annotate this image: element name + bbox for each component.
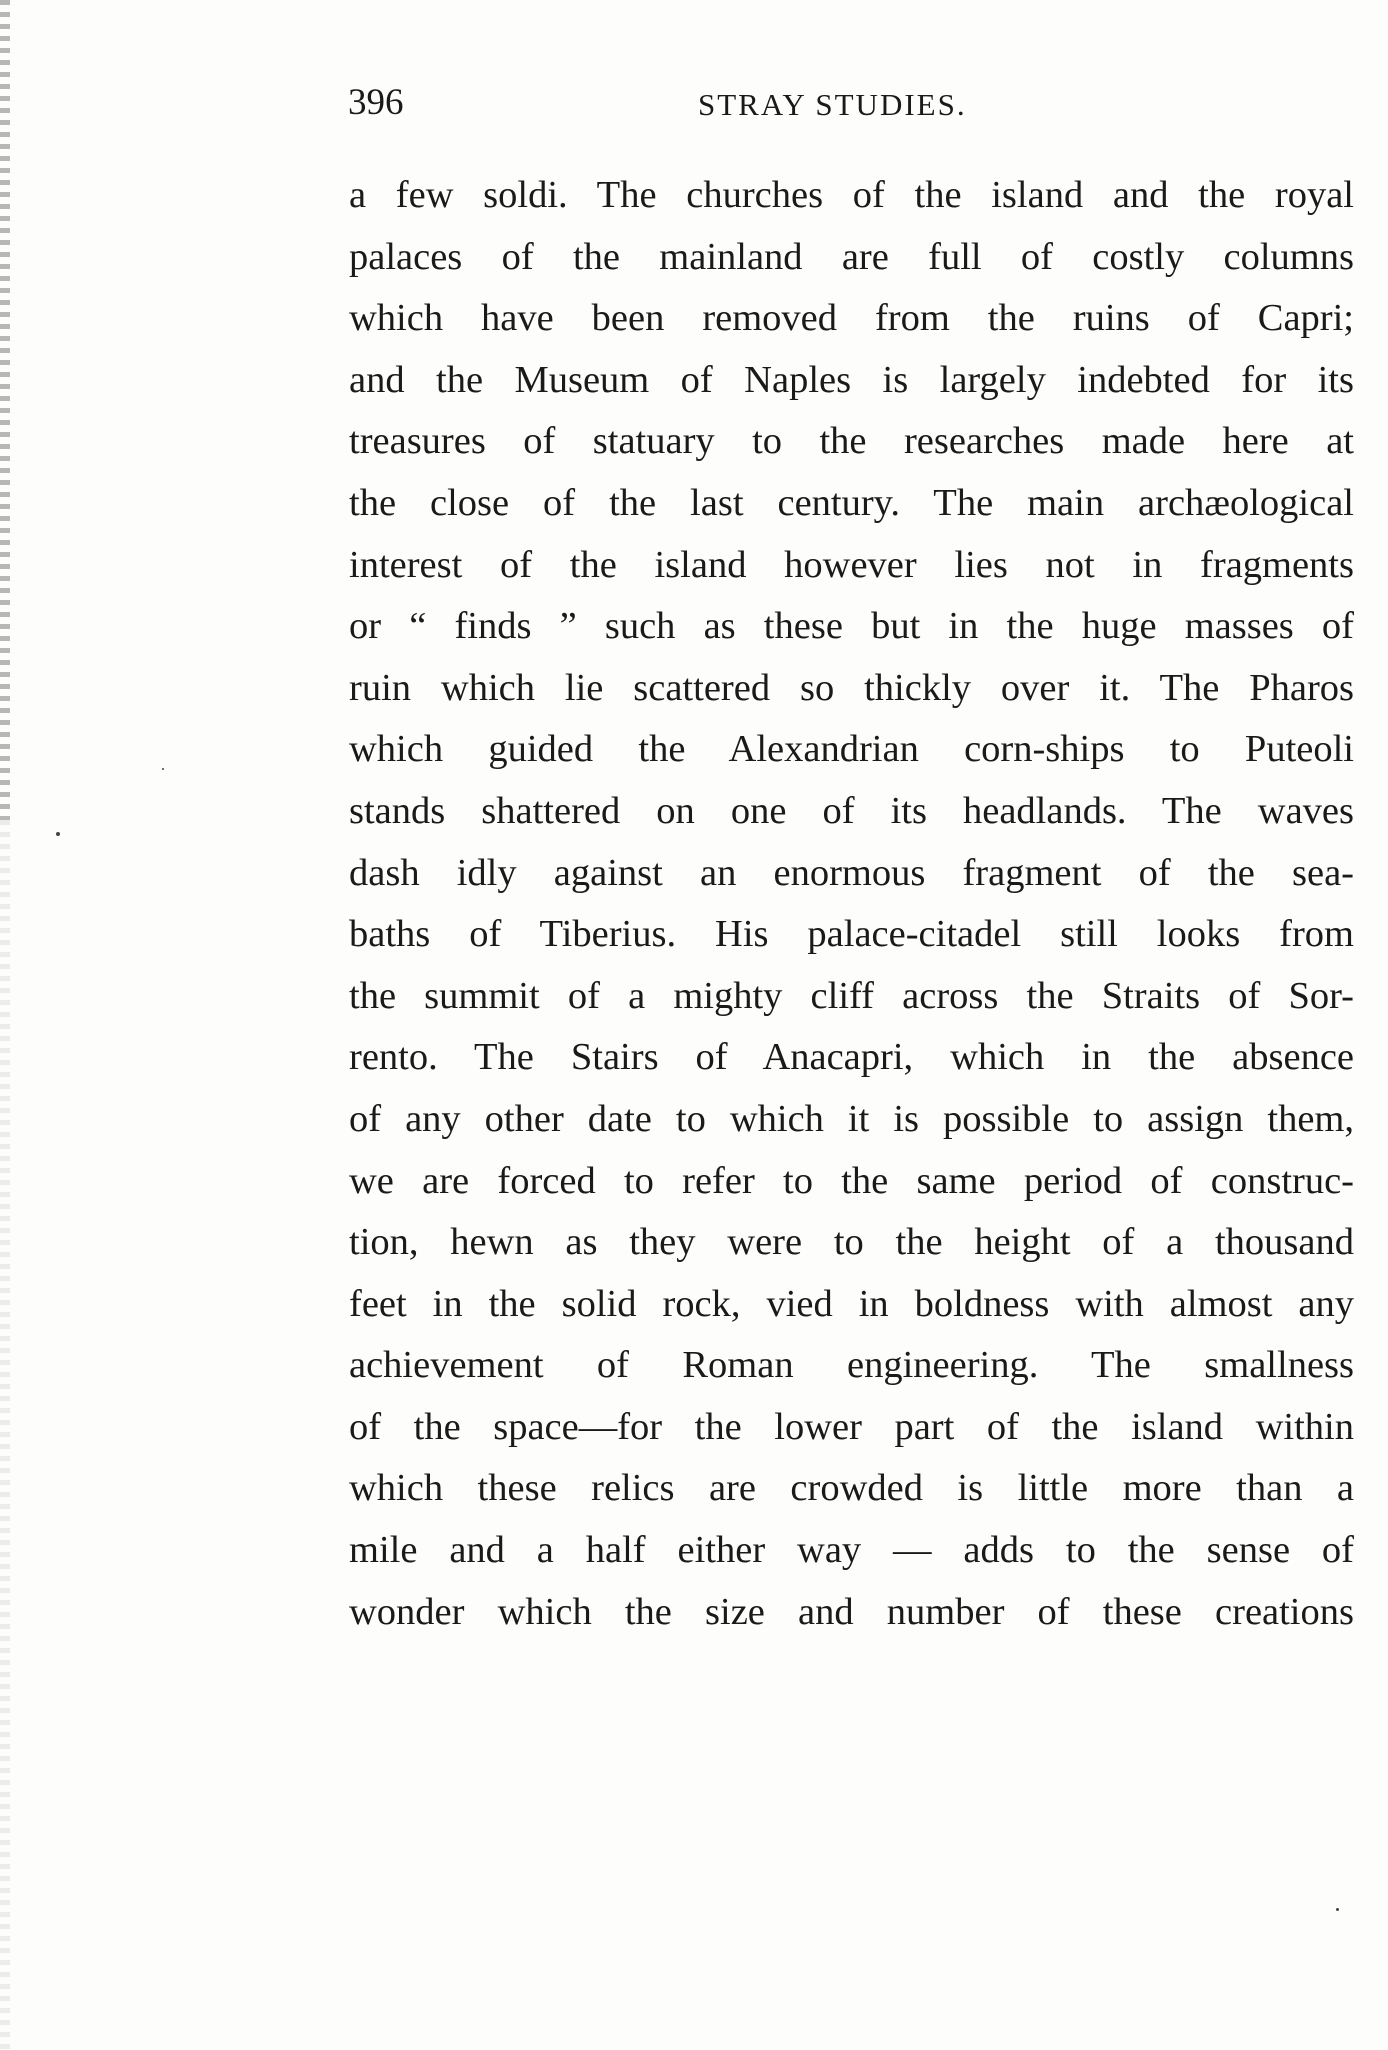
text-line: baths of Tiberius. His palace-citadel still looks from bbox=[349, 913, 1354, 956]
text-line: achievement of Roman engineering. The smallness bbox=[349, 1344, 1354, 1387]
text-line: a few soldi. The churches of the island and the royal bbox=[349, 174, 1354, 216]
text-line: which have been removed from the ruins of Capri; bbox=[349, 297, 1354, 340]
running-title: STRAY STUDIES. bbox=[698, 87, 967, 122]
page-gutter-edge bbox=[0, 0, 10, 820]
text-line: treasures of statuary to the researches made here at bbox=[349, 420, 1354, 463]
text-line: and the Museum of Naples is largely indebted for its bbox=[349, 358, 1354, 401]
text-line: wonder which the size and number of these creations bbox=[349, 1590, 1354, 1633]
text-line: we are forced to refer to the same period of construc- bbox=[349, 1159, 1354, 1202]
text-line: which guided the Alexandrian corn-ships to Puteoli bbox=[349, 728, 1354, 771]
text-line: palaces of the mainland are full of costly columns bbox=[349, 235, 1354, 278]
text-line: which these relics are crowded is little more than a bbox=[349, 1467, 1354, 1510]
text-line: dash idly against an enormous fragment of the sea- bbox=[349, 851, 1354, 894]
text-line: rento. The Stairs of Anacapri, which in the absence bbox=[349, 1036, 1354, 1079]
text-line: the close of the last century. The main archæological bbox=[349, 481, 1354, 524]
text-line: feet in the solid rock, vied in boldness with almost any bbox=[349, 1282, 1354, 1325]
text-line: or “ finds ” such as these but in the huge masses of bbox=[349, 605, 1354, 648]
paper-speck bbox=[56, 832, 60, 836]
body-text bbox=[349, 165, 1354, 1643]
running-head bbox=[348, 78, 1358, 128]
text-line: mile and a half either way — adds to the sense of bbox=[349, 1529, 1354, 1572]
page-gutter-edge-lower bbox=[0, 820, 10, 2050]
text-line: of any other date to which it is possible to assign them, bbox=[349, 1097, 1354, 1140]
text-line: stands shattered on one of its headlands. The waves bbox=[349, 789, 1354, 832]
page-number: 396 bbox=[348, 82, 404, 123]
text-line: ruin which lie scattered so thickly over it. The Pharos bbox=[349, 666, 1354, 709]
paper-speck bbox=[162, 768, 164, 770]
text-line: interest of the island however lies not in fragments bbox=[349, 543, 1354, 586]
text-line: of the space—for the lower part of the island within bbox=[349, 1405, 1354, 1448]
text-line: the summit of a mighty cliff across the Straits of Sor- bbox=[349, 974, 1354, 1017]
text-line: tion, hewn as they were to the height of a thousand bbox=[349, 1221, 1354, 1264]
paper-speck bbox=[1336, 1908, 1339, 1911]
